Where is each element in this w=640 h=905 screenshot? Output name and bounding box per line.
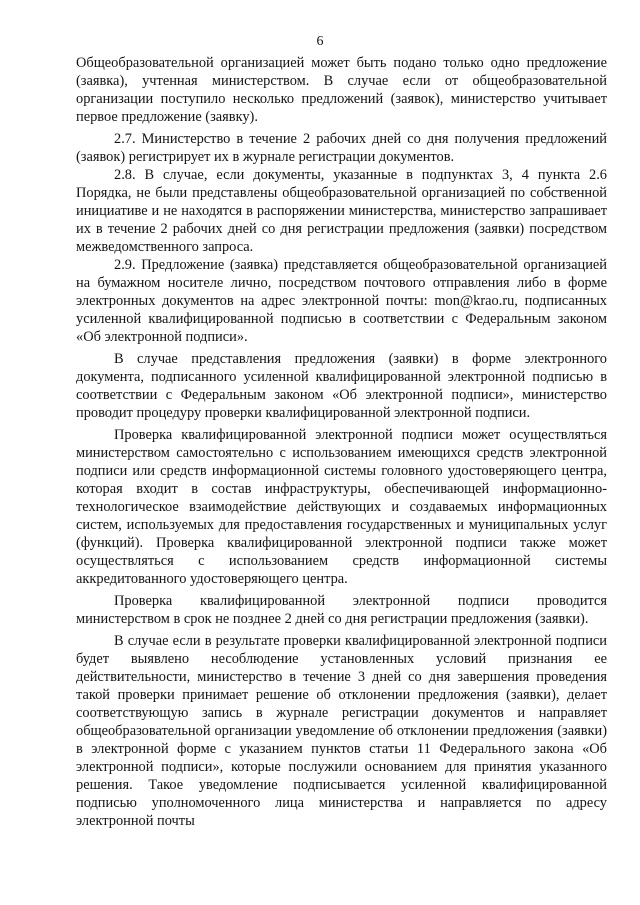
paragraph-signature-check: Проверка квалифицированной электронной подписи может осуществляться министерством самостоятельно с использованием имеющихся средств электронной подписи или средств информационной системы головного удостоверяющего центра, которая входит в состав инфраструктуры, обеспечивающей информационно-технологическое взаимодействие действующих и создаваемых информационных систем, используемых для предоставления государственных и муниципальных услуг (функций). Проверка квалифицированной электронной подписи также может осуществляться с использованием средств информационной системы аккредитованного удостоверяющего центра. <box>76 427 607 587</box>
paragraph-check-deadline: Проверка квалифицированной электронной подписи проводится министерством в срок не позднее 2 дней со дня регистрации предложения (заявки). <box>76 593 607 627</box>
paragraph-2-8: 2.8. В случае, если документы, указанные в подпунктах 3, 4 пункта 2.6 Порядка, не были представлены общеобразовательной организацией по собственной инициативе и не находятся в распоряжении министерства, министерство запрашивает их в течение 2 рабочих дней со дня регистрации предложения (заявки) посредством межведомственного запроса. <box>76 167 607 255</box>
paragraph-continuation: Общеобразовательной организацией может быть подано только одно предложение (заявка), учтенная министерством. В случае если от общеобразовательной организации поступило несколько предложений (заявок), министерство учитывает первое предложение (заявку). <box>76 55 607 125</box>
paragraph-2-9: 2.9. Предложение (заявка) представляется общеобразовательной организацией на бумажном носителе лично, посредством почтового отправления либо в форме электронных документов на адрес электронной почты: mon@krao.ru, подписанных усиленной квалифицированной подписью в соответствии с Федеральным законом «Об электронной подписи». <box>76 257 607 345</box>
paragraph-2-7: 2.7. Министерство в течение 2 рабочих дней со дня получения предложений (заявок) регистрирует их в журнале регистрации документов. <box>76 131 607 165</box>
paragraph-check-failure: В случае если в результате проверки квалифицированной электронной подписи будет выявлено несоблюдение установленных условий признания ее действительности, министерство в течение 3 дней со дня завершения проведения такой проверки принимает решение об отклонении предложения (заявки), делает соответствующую запись в журнале регистрации документов и направляет общеобразовательной организации уведомление об отклонении предложения (заявки) в электронной форме с указанием пунктов статьи 11 Федерального закона «Об электронной подписи», которые послужили основанием для принятия указанного решения. Такое уведомление подписывается усиленной квалифицированной подписью уполномоченного лица министерства и направляется по адресу электронной почты <box>76 633 607 829</box>
paragraph-electronic-submission: В случае представления предложения (заявки) в форме электронного документа, подписанного усиленной квалифицированной электронной подписью в соответствии с Федеральным законом «Об электронной подписи», министерство проводит процедуру проверки квалифицированной электронной подписи. <box>76 351 607 421</box>
page-number: 6 <box>316 34 324 49</box>
document-body <box>76 54 607 830</box>
